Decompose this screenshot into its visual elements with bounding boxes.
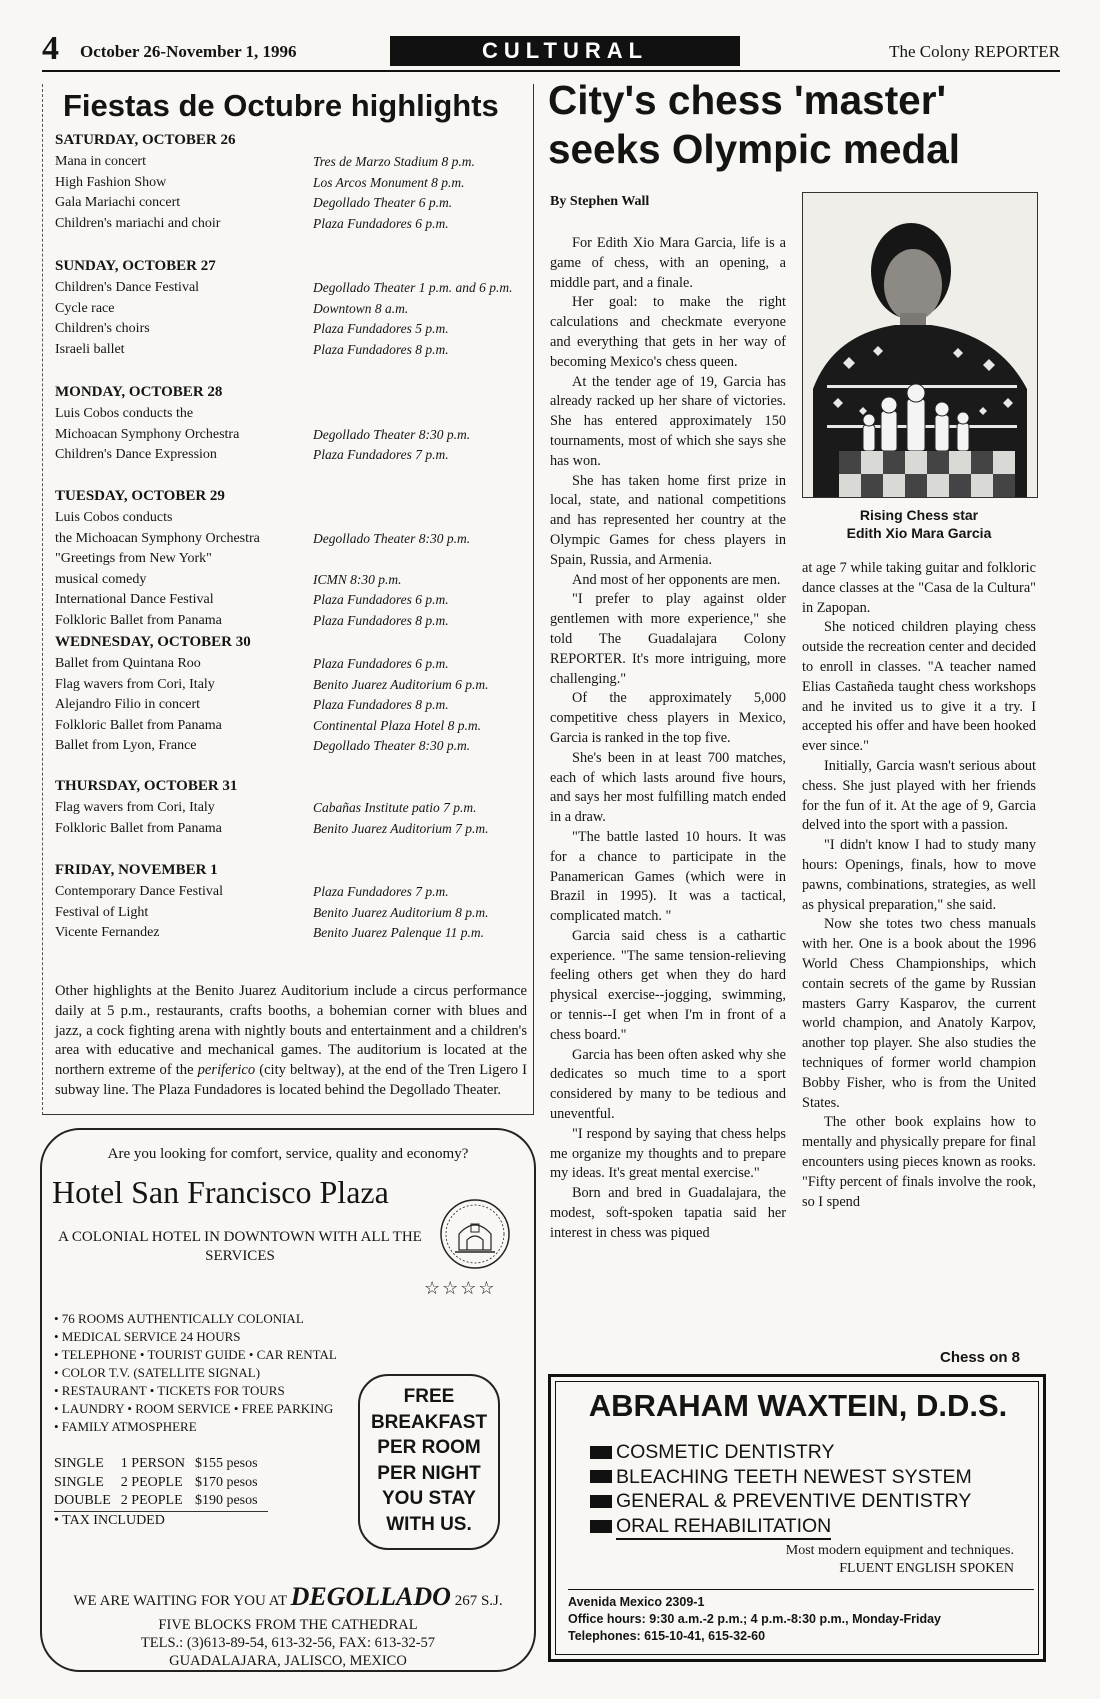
event-row	[55, 882, 525, 903]
event-place: Plaza Fundadores 7 p.m.	[313, 447, 449, 462]
article-paragraph: Now she totes two chess manuals with her. One is a book about the 1996 World Chess Championships, which contain secrets of the game by Russian masters Garry Kasparov, the current world champion, and Anatoly Karpov, another top player. She also studies the techniques of former world champion Bobby Fisher, who is from the United States.	[802, 916, 1036, 1111]
hotel-advertisement	[40, 1128, 536, 1672]
event-row	[55, 445, 525, 466]
service-label: COSMETIC DENTISTRY	[616, 1441, 835, 1463]
event-row	[55, 570, 525, 591]
event-name: Children's Dance Festival	[55, 280, 200, 295]
event-row	[55, 340, 525, 361]
event-place: Plaza Fundadores 6 p.m.	[313, 215, 449, 231]
breakfast-line: FREE	[403, 1386, 455, 1407]
day-heading: SUNDAY, OCTOBER 27	[55, 258, 216, 274]
event-place: Plaza Fundadores 6 p.m.	[313, 656, 449, 671]
event-name: "Greetings from New York"	[55, 551, 212, 566]
event-row	[55, 903, 525, 924]
note-text: (city beltway), at the end of the Tren Ligero I subway line. The Plaza Fundadores is located behind the Degollado Theater.	[55, 1062, 528, 1098]
event-name: Ballet from Lyon, France	[55, 738, 197, 753]
event-name: High Fashion Show	[55, 174, 167, 190]
article-paragraph: "I respond by saying that chess helps me organize my thoughts and to prepare my ideas. It's great mental exercise."	[550, 1125, 786, 1182]
event-row	[55, 549, 525, 570]
article-paragraph: "The battle lasted 10 hours. It was for a chance to participate in the Panamerican Games (which were in Brazil in 1995). It was a tactical, complicated match. "	[550, 828, 786, 925]
dentist-address: Avenida Mexico 2309-1	[568, 1595, 705, 1609]
breakfast-line: WITH US.	[386, 1513, 472, 1535]
article-headline: City's chess 'master' seeks Olympic medal	[548, 77, 960, 172]
event-place: Degollado Theater 1 p.m. and 6 p.m.	[313, 280, 513, 295]
feature-item: • MEDICAL SERVICE 24 HOURS	[54, 1329, 241, 1344]
event-place: Plaza Fundadores 7 p.m.	[313, 884, 449, 899]
event-row	[55, 695, 525, 716]
event-place: Degollado Theater 8:30 p.m.	[313, 738, 471, 753]
day-thursday	[55, 778, 525, 839]
fiestas-note	[55, 982, 527, 1101]
event-row	[55, 425, 525, 446]
event-place: Benito Juarez Auditorium 7 p.m.	[313, 820, 489, 836]
day-saturday	[55, 132, 525, 234]
room-occupancy: 2 PEOPLE	[120, 1474, 183, 1490]
tax-note: • TAX INCLUDED	[54, 1511, 268, 1530]
event-row	[55, 716, 525, 737]
event-row	[55, 508, 525, 529]
bullet-bar-icon	[590, 1495, 612, 1508]
event-row	[55, 319, 525, 340]
article-paragraph: at age 7 while taking guitar and folkloric dance classes at the "Casa de la Cultura" in Zapopan.	[802, 560, 1036, 616]
fiestas-title: Fiestas de Octubre highlights	[63, 88, 499, 123]
room-occupancy: 1 PERSON	[120, 1456, 185, 1471]
event-row	[55, 404, 525, 425]
service-item	[590, 1489, 972, 1514]
event-place: ICMN 8:30 p.m.	[313, 571, 402, 587]
article-paragraph: She noticed children playing chess outside the recreation center and decided to enroll in classes. "A teacher named Elias Castañeda taught chess workshops and he invited us to give it a try. I accepted his offer and have been hooked ever since."	[802, 619, 1036, 755]
event-name: musical comedy	[55, 571, 147, 587]
feature-item: • COLOR T.V. (SATELLITE SIGNAL)	[54, 1365, 261, 1380]
event-name: Folkloric Ballet from Panama	[55, 717, 222, 733]
event-row	[55, 299, 525, 320]
service-item	[590, 1514, 972, 1541]
service-item	[590, 1465, 972, 1490]
note-italic-term: periferico	[197, 1062, 256, 1079]
price-row	[54, 1492, 268, 1511]
room-type: DOUBLE	[54, 1493, 111, 1508]
dentist-ad-inner-frame	[555, 1381, 1039, 1655]
day-heading: MONDAY, OCTOBER 28	[55, 384, 223, 400]
event-name: Luis Cobos conducts	[55, 510, 173, 525]
event-name: Cycle race	[55, 300, 115, 316]
article-paragraph: Of the approximately 5,000 competitive chess players in Mexico, Garcia is ranked in the top five.	[550, 690, 786, 746]
event-row	[55, 611, 525, 632]
article-paragraph: And most of her opponents are men.	[572, 571, 781, 588]
breakfast-line: BREAKFAST	[370, 1411, 488, 1433]
day-sunday	[55, 258, 525, 360]
dentist-note	[786, 1542, 1014, 1578]
event-row	[55, 819, 525, 840]
hotel-address-line	[42, 1582, 534, 1612]
hotel-name: Hotel San Francisco Plaza	[52, 1174, 389, 1210]
event-row	[55, 152, 525, 173]
room-occupancy: 2 PEOPLE	[120, 1493, 183, 1508]
article-paragraph: Born and bred in Guadalajara, the modest, soft-spoken tapatia said her interest in chess was piqued	[550, 1185, 786, 1241]
dentist-contact	[568, 1589, 1034, 1645]
article-byline: By Stephen Wall	[550, 194, 650, 209]
article-paragraph: Garcia said chess is a cathartic experience. "The same tension-relieving feeling others get when they do hard physical exercise--jogging, swimming, or tennis--I get when I'm in front of a chess board."	[550, 927, 786, 1043]
article-paragraph: The other book explains how to mentally and physically prepare for final encounters using pieces known as rooks. "Fifty percent of finals involve the rook, so I spend	[802, 1114, 1036, 1210]
day-heading: FRIDAY, NOVEMBER 1	[55, 862, 218, 878]
waiting-prefix: WE ARE WAITING FOR YOU AT	[73, 1593, 287, 1609]
event-place: Degollado Theater 6 p.m.	[313, 195, 453, 210]
event-row	[55, 214, 525, 235]
event-row	[55, 736, 525, 757]
bullet-bar-icon	[590, 1470, 612, 1483]
article-paragraph: For Edith Xio Mara Garcia, life is a game of chess, with an opening, a middle part, and a finale.	[550, 235, 786, 291]
hotel-question: Are you looking for comfort, service, quality and economy?	[107, 1146, 469, 1162]
event-place: Continental Plaza Hotel 8 p.m.	[313, 717, 481, 733]
event-name: Israeli ballet	[55, 341, 125, 357]
feature-item: • FAMILY ATMOSPHERE	[54, 1419, 197, 1434]
event-place: Plaza Fundadores 8 p.m.	[313, 697, 449, 712]
service-item	[590, 1440, 972, 1465]
event-name: International Dance Festival	[55, 592, 214, 607]
day-wednesday	[55, 634, 525, 757]
photo-caption	[802, 506, 1036, 542]
event-row	[55, 590, 525, 611]
service-label: ORAL REHABILITATION	[616, 1514, 831, 1541]
room-price: $155 pesos	[194, 1456, 258, 1471]
event-place: Los Arcos Monument 8 p.m.	[313, 174, 465, 190]
event-row	[55, 173, 525, 194]
service-label: GENERAL & PREVENTIVE DENTISTRY	[616, 1490, 972, 1512]
article-paragraph: Garcia has been often asked why she dedicates so much time to a sport considered by many to be tedious and uneventful.	[550, 1046, 786, 1123]
event-place: Plaza Fundadores 8 p.m.	[313, 612, 449, 628]
fiestas-highlights-box	[42, 84, 534, 1115]
event-name: Children's mariachi and choir	[55, 215, 221, 231]
event-name: Contemporary Dance Festival	[55, 884, 223, 899]
feature-item: • 76 ROOMS AUTHENTICALLY COLONIAL	[54, 1311, 304, 1326]
room-type: SINGLE	[54, 1456, 104, 1471]
article-column-2	[802, 559, 1036, 1349]
star-rating-icon: ☆☆☆☆	[424, 1278, 497, 1298]
room-price: $190 pesos	[194, 1493, 258, 1508]
day-heading: THURSDAY, OCTOBER 31	[55, 778, 238, 794]
event-place: Cabañas Institute patio 7 p.m.	[313, 800, 477, 815]
feature-item: • RESTAURANT • TICKETS FOR TOURS	[54, 1383, 285, 1398]
article-paragraph: Initially, Garcia wasn't serious about chess. She just played with her friends for the fun of it. At the age of 9, Garcia delved into the sport with a passion.	[802, 757, 1036, 834]
note-line: FLUENT ENGLISH SPOKEN	[839, 1561, 1014, 1576]
note-text: Other highlights at the Benito Juarez Auditorium include a circus performance daily at 5 p.m., restaurants, crafts booths, a bohemian corner with blues and jazz, a cock fighting arena with nightly bouts and entertainment and a children's area with educative and mechanical games. The auditorium is located at the northern extreme of the	[55, 983, 527, 1079]
street-number: 267 S.J.	[454, 1593, 503, 1609]
article-paragraph: She has taken home first prize in local, state, and national competitions and has represented her country at the Olympic Games for chess players in Spain, Russia, and Armenia.	[550, 472, 786, 568]
note-line: Most modern equipment and techniques.	[785, 1543, 1014, 1558]
contact-line: GUADALAJARA, JALISCO, MEXICO	[169, 1653, 407, 1669]
contact-line: TELS.: (3)613-89-54, 613-32-56, FAX: 613-32-57	[140, 1635, 436, 1651]
event-place: Benito Juarez Auditorium 8 p.m.	[313, 904, 489, 920]
event-row	[55, 923, 525, 944]
day-heading: TUESDAY, OCTOBER 29	[55, 488, 225, 504]
event-name: Children's Dance Expression	[55, 447, 217, 462]
day-tuesday	[55, 488, 525, 631]
event-place: Benito Juarez Auditorium 6 p.m.	[313, 676, 489, 692]
dentist-hours: Office hours: 9:30 a.m.-2 p.m.; 4 p.m.-8:30 p.m., Monday-Friday	[568, 1612, 941, 1626]
event-name: Flag wavers from Cori, Italy	[55, 800, 215, 815]
article-paragraph: At the tender age of 19, Garcia has already racked up her share of victories. She has entered approximately 150 tournaments, most of which she says she has won.	[550, 373, 786, 469]
paper-name: The Colony REPORTER	[889, 42, 1060, 61]
hotel-crest-icon	[437, 1196, 513, 1272]
free-breakfast-badge	[358, 1374, 500, 1550]
day-heading: WEDNESDAY, OCTOBER 30	[55, 634, 251, 650]
event-name: Children's choirs	[55, 321, 150, 336]
service-label: BLEACHING TEETH NEWEST SYSTEM	[616, 1465, 972, 1488]
bullet-bar-icon	[590, 1520, 612, 1533]
event-row	[55, 278, 525, 299]
room-type: SINGLE	[54, 1474, 104, 1490]
event-name: Folkloric Ballet from Panama	[55, 612, 222, 628]
hotel-contact	[42, 1616, 534, 1670]
page-number: 4	[42, 30, 59, 67]
event-row	[55, 675, 525, 696]
caption-line: Rising Chess star	[859, 507, 979, 523]
continued-jump-line: Chess on 8	[940, 1349, 1021, 1366]
breakfast-line: YOU STAY	[382, 1488, 476, 1509]
event-place: Benito Juarez Palenque 11 p.m.	[313, 925, 484, 940]
dentist-name: ABRAHAM WAXTEIN, D.D.S.	[588, 1388, 1008, 1423]
bullet-bar-icon	[590, 1446, 612, 1459]
section-label: CULTURAL	[390, 36, 740, 66]
article-paragraph: "I prefer to play against older gentlemen with more experience," she told The Guadalajara Colony REPORTER. It's more intriguing, more challenging."	[550, 591, 786, 687]
dentist-advertisement	[548, 1374, 1046, 1662]
caption-line: Edith Xio Mara Garcia	[846, 525, 992, 541]
event-name: Gala Mariachi concert	[55, 195, 181, 210]
event-place: Degollado Theater 8:30 p.m.	[313, 530, 471, 546]
event-place: Plaza Fundadores 8 p.m.	[313, 341, 449, 357]
event-row	[55, 193, 525, 214]
article-column-1	[550, 234, 786, 1374]
event-place: Plaza Fundadores 5 p.m.	[313, 321, 449, 336]
breakfast-line: PER NIGHT	[377, 1462, 481, 1484]
price-row	[54, 1474, 268, 1493]
day-heading: SATURDAY, OCTOBER 26	[55, 132, 236, 148]
room-price: $170 pesos	[194, 1474, 258, 1490]
event-name: Festival of Light	[55, 904, 149, 920]
event-row	[55, 798, 525, 819]
event-name: Luis Cobos conducts the	[55, 406, 194, 421]
price-row	[54, 1455, 268, 1474]
article-paragraph: She's been in at least 700 matches, each of which lasts around five hours, and says her most fulfilling match ended in a draw.	[550, 749, 786, 826]
event-place: Plaza Fundadores 6 p.m.	[313, 592, 449, 607]
street-name: DEGOLLADO	[290, 1582, 451, 1611]
feature-item: • TELEPHONE • TOURIST GUIDE • CAR RENTAL	[54, 1347, 337, 1362]
hotel-subtitle: A COLONIAL HOTEL IN DOWNTOWN WITH ALL THE SERVICES	[58, 1229, 422, 1264]
event-name: Michoacan Symphony Orchestra	[55, 426, 240, 442]
contact-line: FIVE BLOCKS FROM THE CATHEDRAL	[158, 1617, 418, 1633]
event-name: Flag wavers from Cori, Italy	[55, 676, 215, 692]
event-place: Tres de Marzo Stadium 8 p.m.	[313, 154, 475, 169]
event-place: Downtown 8 a.m.	[313, 300, 409, 316]
article-paragraph: "I didn't know I had to study many hours: Openings, finals, how to move pawns, combinations, strategies, as well as physical preparation," she said.	[802, 837, 1036, 913]
event-name: Alejandro Filio in concert	[55, 697, 201, 712]
article-paragraph: Her goal: to make the right calculations and checkmate everyone and everything that gets in her way of becoming Mexico's chess queen.	[550, 294, 786, 370]
dentist-services	[590, 1440, 972, 1540]
issue-date: October 26-November 1, 1996	[80, 42, 297, 61]
event-name: Mana in concert	[55, 154, 146, 169]
event-name: Ballet from Quintana Roo	[55, 656, 201, 671]
dentist-phones: Telephones: 615-10-41, 615-32-60	[568, 1629, 766, 1643]
event-name: Folkloric Ballet from Panama	[55, 820, 222, 836]
event-name: the Michoacan Symphony Orchestra	[55, 530, 260, 546]
feature-item: • LAUNDRY • ROOM SERVICE • FREE PARKING	[54, 1401, 334, 1416]
chess-player-photo	[802, 192, 1038, 498]
event-name: Vicente Fernandez	[55, 925, 160, 940]
room-prices	[54, 1455, 268, 1530]
event-row	[55, 654, 525, 675]
event-place: Degollado Theater 8:30 p.m.	[313, 426, 471, 442]
day-friday	[55, 862, 525, 944]
masthead	[42, 30, 1060, 72]
event-row	[55, 529, 525, 550]
portrait-image	[803, 193, 1037, 497]
breakfast-line: PER ROOM	[377, 1437, 481, 1458]
day-monday	[55, 384, 525, 466]
